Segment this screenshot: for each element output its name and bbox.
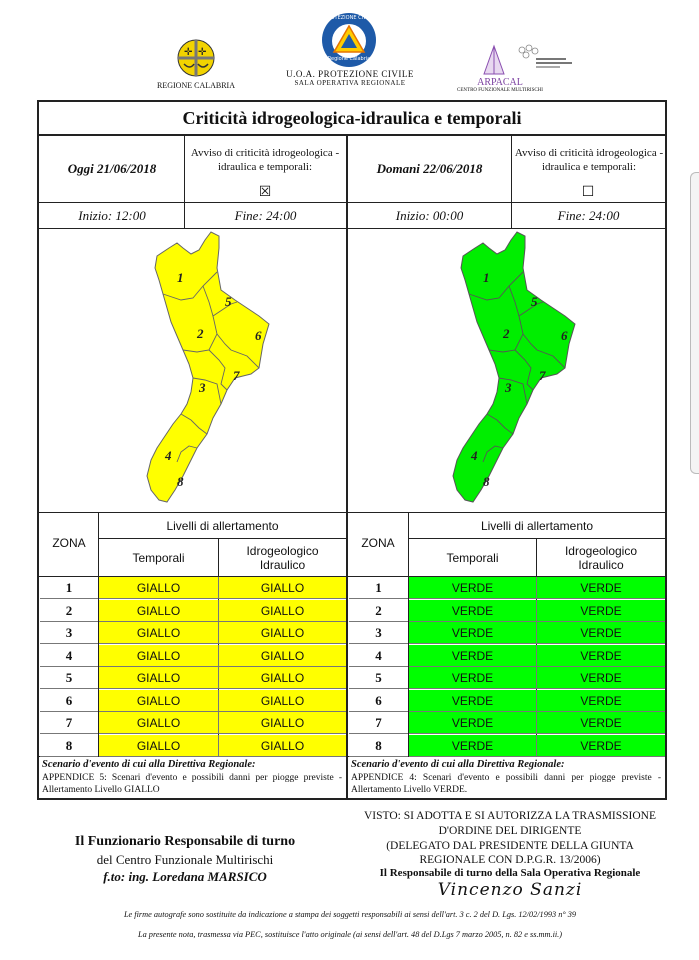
today-row-temporali: GIALLO [99, 622, 219, 644]
tomorrow-row-zona: 5 [349, 667, 408, 689]
tomorrow-row-temporali: VERDE [409, 735, 537, 757]
footer-note-1: Le firme autografe sono sostituite da indicazione a stampa dei soggetti responsabili ai sensi dell'art. 3 c. 2 del D. Lgs. 12/02/1993 n° 39 [123, 910, 577, 919]
footer-right-line3: (DELEGATO DAL PRESIDENTE DELLA GIUNTA [386, 840, 634, 852]
tomorrow-scenario-title: Scenario d'evento di cui alla Direttiva Regionale: [351, 759, 565, 770]
protezione-civile-emblem-top-text: PROTEZIONE CIVILE [324, 15, 374, 21]
arpacal-logo [480, 42, 580, 78]
arpacal-name: ARPACAL [477, 77, 523, 88]
today-row-zona: 7 [40, 712, 98, 734]
tomorrow-row-zona: 6 [349, 690, 408, 712]
tomorrow-map-zone-label-6: 6 [561, 328, 568, 343]
tomorrow-zone-header: ZONA [361, 536, 395, 550]
tomorrow-row-temporali: VERDE [409, 622, 537, 644]
tomorrow-date-label: Domani 22/06/2018 [376, 160, 483, 176]
tomorrow-map-zone-label-4: 4 [471, 448, 478, 463]
tomorrow-row-temporali: VERDE [409, 712, 537, 734]
today-row-idro: GIALLO [219, 712, 346, 734]
protezione-civile-line1: U.O.A. PROTEZIONE CIVILE [286, 69, 414, 79]
tomorrow-calabria-map [438, 228, 588, 510]
today-zone-header: ZONA [52, 536, 86, 550]
tomorrow-row-zona: 7 [349, 712, 408, 734]
footer-left-line3: f.to: ing. Loredana MARSICO [103, 869, 267, 884]
tomorrow-map-zone-label-7: 7 [539, 368, 546, 383]
tomorrow-row-zona: 4 [349, 645, 408, 667]
protezione-civile-line2: SALA OPERATIVA REGIONALE [294, 79, 406, 87]
tomorrow-row-idro: VERDE [537, 600, 665, 622]
today-map-zone-label-3: 3 [199, 380, 206, 395]
tomorrow-map-zone-label-5: 5 [531, 294, 538, 309]
today-row-zona: 4 [40, 645, 98, 667]
today-col-temporali: Temporali [132, 550, 185, 565]
today-scenario-title: Scenario d'evento di cui alla Direttiva Regionale: [42, 759, 256, 770]
tomorrow-row-temporali: VERDE [409, 577, 537, 599]
footer-right-line5: Il Responsabile di turno della Sala Operativa Regionale [379, 867, 641, 879]
today-map-zone-label-8: 8 [177, 474, 184, 489]
today-row-idro: GIALLO [219, 645, 346, 667]
today-row-temporali: GIALLO [99, 690, 219, 712]
tomorrow-map-zone-label-8: 8 [483, 474, 490, 489]
tomorrow-row-zona: 2 [349, 600, 408, 622]
tomorrow-levels-header: Livelli di allertamento [480, 518, 594, 533]
footer-left-line2: del Centro Funzionale Multirischi [96, 852, 274, 867]
today-row-temporali: GIALLO [99, 667, 219, 689]
arpacal-emblem-icon [480, 42, 580, 78]
tomorrow-row-temporali: VERDE [409, 600, 537, 622]
today-row-idro: GIALLO [219, 622, 346, 644]
tomorrow-col-idro: Idrogeologico Idraulico [564, 543, 638, 572]
today-map-zone-label-7: 7 [233, 368, 240, 383]
tomorrow-row-idro: VERDE [537, 735, 665, 757]
tomorrow-avviso-label: Avviso di criticità idrogeologica - idraulica e temporali: [514, 147, 664, 173]
today-avviso-checkbox: ☒ [258, 184, 272, 200]
svg-text:✛: ✛ [184, 47, 193, 58]
footer-right-line4: REGIONALE CON D.P.G.R. 13/2006) [419, 854, 601, 866]
svg-text:✛: ✛ [198, 47, 207, 58]
today-map-zone-label-4: 4 [165, 448, 172, 463]
today-row-zona: 1 [40, 577, 98, 599]
tomorrow-row-idro: VERDE [537, 667, 665, 689]
today-map-zone-label-1: 1 [177, 270, 184, 285]
tomorrow-row-temporali: VERDE [409, 645, 537, 667]
tomorrow-row-temporali: VERDE [409, 667, 537, 689]
today-map-zone-label-5: 5 [225, 294, 232, 309]
tomorrow-row-temporali: VERDE [409, 690, 537, 712]
footer-left-line1: Il Funzionario Responsabile di turno [74, 834, 296, 849]
signature: Vincenzo Sanzi [437, 880, 583, 900]
regione-calabria-logo [176, 38, 216, 78]
today-row-idro: GIALLO [219, 577, 346, 599]
today-row-zona: 2 [40, 600, 98, 622]
today-map-zone-label-6: 6 [255, 328, 262, 343]
footer-note-2: La presente nota, trasmessa via PEC, sostituisce l'atto originale (ai sensi dell'art. 48 del D.Lgs 7 marzo 2005, n. 82 e ss.mm.ii.) [137, 930, 563, 939]
tomorrow-avviso-checkbox: ☐ [581, 184, 595, 200]
protezione-civile-emblem-bottom-text: Regione Calabria [327, 56, 371, 62]
tomorrow-scenario-text: APPENDICE 4: Scenari d'evento e possibili danni per piogge previste - Allertamento Livello VERDE. [351, 773, 661, 795]
today-avviso-label: Avviso di criticità idrogeologica - idraulica e temporali: [190, 147, 340, 173]
arpacal-subtitle: CENTRO FUNZIONALE MULTIRISCHI [457, 88, 543, 93]
regione-calabria-label: REGIONE CALABRIA [157, 81, 235, 90]
today-scenario-text: APPENDICE 5: Scenari d'evento e possibili danni per piogge previste - Allertamento Livello GIALLO [42, 773, 342, 795]
tomorrow-start: Inizio: 00:00 [395, 207, 464, 223]
tomorrow-row-zona: 1 [349, 577, 408, 599]
today-row-idro: GIALLO [219, 735, 346, 757]
scrollbar-handle[interactable] [690, 172, 699, 474]
today-row-idro: GIALLO [219, 690, 346, 712]
tomorrow-row-zona: 3 [349, 622, 408, 644]
tomorrow-row-idro: VERDE [537, 645, 665, 667]
today-row-temporali: GIALLO [99, 712, 219, 734]
today-row-temporali: GIALLO [99, 645, 219, 667]
today-row-zona: 5 [40, 667, 98, 689]
today-row-idro: GIALLO [219, 600, 346, 622]
today-col-idro: Idrogeologico Idraulico [246, 543, 319, 572]
tomorrow-row-idro: VERDE [537, 577, 665, 599]
today-calabria-map [137, 228, 277, 510]
tomorrow-map-zone-label-1: 1 [483, 270, 490, 285]
footer-right-line2: D'ORDINE DEL DIRIGENTE [438, 825, 582, 837]
tomorrow-col-temporali: Temporali [446, 550, 499, 565]
today-row-temporali: GIALLO [99, 735, 219, 757]
today-row-zona: 3 [40, 622, 98, 644]
today-start: Inizio: 12:00 [78, 207, 146, 223]
today-row-idro: GIALLO [219, 667, 346, 689]
today-map-zone-label-2: 2 [197, 326, 204, 341]
today-row-temporali: GIALLO [99, 577, 219, 599]
today-date-label: Oggi 21/06/2018 [67, 160, 157, 176]
tomorrow-row-idro: VERDE [537, 622, 665, 644]
tomorrow-row-idro: VERDE [537, 712, 665, 734]
tomorrow-row-zona: 8 [349, 735, 408, 757]
today-end: Fine: 24:00 [234, 207, 297, 223]
regione-calabria-emblem-icon [176, 38, 216, 78]
today-row-zona: 8 [40, 735, 98, 757]
today-row-temporali: GIALLO [99, 600, 219, 622]
tomorrow-map-zone-label-2: 2 [503, 326, 510, 341]
tomorrow-map-zone-label-3: 3 [505, 380, 512, 395]
page-title: Criticità idrogeologica-idraulica e temporali [39, 102, 665, 136]
tomorrow-end: Fine: 24:00 [557, 207, 620, 223]
footer-right-line1: VISTO: SI ADOTTA E SI AUTORIZZA LA TRASMISSIONE [363, 810, 657, 822]
today-row-zona: 6 [40, 690, 98, 712]
tomorrow-row-idro: VERDE [537, 690, 665, 712]
today-levels-header: Livelli di allertamento [166, 518, 279, 533]
